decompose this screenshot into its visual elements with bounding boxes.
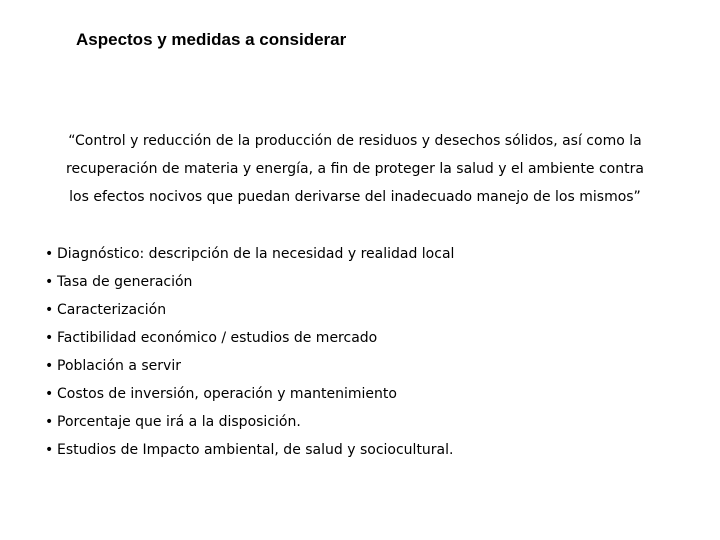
list-item-text: Caracterización	[57, 302, 167, 318]
quote-line: los efectos nocivos que puedan derivarse del inadecuado manejo de los mismos”	[69, 189, 641, 205]
list-item-text: Porcentaje que irá a la disposición.	[57, 414, 301, 430]
bullet-icon: •	[45, 414, 54, 430]
list-item	[45, 380, 454, 408]
bullet-icon: •	[45, 442, 54, 458]
list-item	[45, 352, 454, 380]
list-item-text: Factibilidad económico / estudios de mercado	[57, 330, 378, 346]
bullet-icon: •	[45, 330, 54, 346]
bullet-list	[45, 240, 454, 464]
list-item-text: Estudios de Impacto ambiental, de salud y sociocultural.	[57, 442, 454, 458]
list-item	[45, 408, 454, 436]
list-item	[45, 268, 454, 296]
bullet-icon: •	[45, 246, 54, 262]
list-item	[45, 240, 454, 268]
list-item-text: Población a servir	[57, 358, 181, 374]
quote-line: recuperación de materia y energía, a fin de proteger la salud y el ambiente contra	[66, 161, 644, 177]
bullet-icon: •	[45, 302, 54, 318]
list-item	[45, 436, 454, 464]
bullet-icon: •	[45, 386, 54, 402]
quote-block	[30, 127, 680, 211]
list-item-text: Costos de inversión, operación y mantenimiento	[57, 386, 397, 402]
list-item	[45, 324, 454, 352]
bullet-icon: •	[45, 358, 54, 374]
slide-title: Aspectos y medidas a considerar	[76, 30, 347, 49]
list-item-text: Tasa de generación	[57, 274, 193, 290]
bullet-icon: •	[45, 274, 54, 290]
list-item	[45, 296, 454, 324]
list-item-text: Diagnóstico: descripción de la necesidad y realidad local	[57, 246, 455, 262]
quote-line: “Control y reducción de la producción de residuos y desechos sólidos, así como la	[68, 133, 642, 149]
